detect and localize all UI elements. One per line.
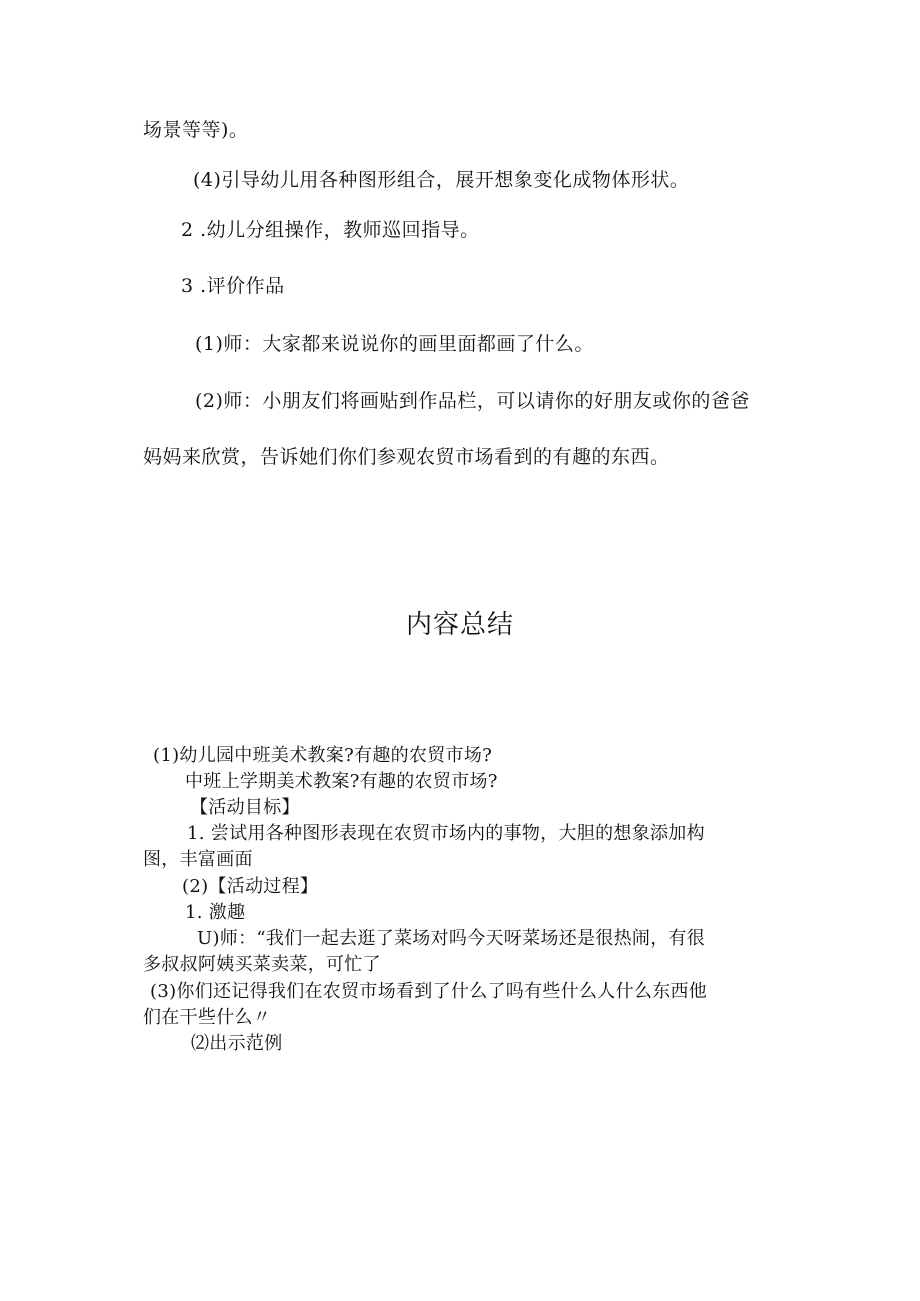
summary-line-8: U)师：“我们一起去逛了菜场对吗今天呀菜场还是很热闹，有很: [197, 928, 706, 949]
summary-line-4: 1. 尝试用各种图形表现在农贸市场内的事物，大胆的想象添加构: [187, 823, 705, 844]
summary-line-1: (1)幼儿园中班美术教案?有趣的农贸市场?: [153, 745, 493, 766]
paragraph-group-operation: 2 .幼儿分组操作，教师巡回指导。: [181, 219, 480, 241]
paragraph-teacher-2-line2: 妈妈来欣赏，告诉她们你们参观农贸市场看到的有趣的东西。: [143, 446, 670, 468]
summary-line-11: 们在干些什么〃: [143, 1007, 272, 1028]
paragraph-teacher-1: (1)师：大家都来说说你的画里面都画了什么。: [195, 333, 594, 355]
summary-line-3: 【活动目标】: [190, 797, 300, 818]
summary-line-10: (3)你们还记得我们在农贸市场看到了什么了吗有些什么人什么东西他: [150, 981, 708, 1002]
paragraph-evaluate-works: 3 .评价作品: [181, 275, 285, 297]
summary-line-12: ⑵出示范例: [191, 1033, 283, 1054]
paragraph-scene-end: 场景等等)。: [143, 119, 249, 141]
summary-line-7: 1. 激趣: [185, 902, 246, 923]
summary-line-6: (2)【活动过程】: [182, 876, 319, 897]
summary-line-2: 中班上学期美术教案?有趣的农贸市场?: [185, 771, 498, 792]
summary-title: 内容总结: [405, 610, 514, 640]
summary-line-5: 图，丰富画面: [143, 849, 253, 870]
paragraph-teacher-2-line1: (2)师：小朋友们将画贴到作品栏，可以请你的好朋友或你的爸爸: [195, 390, 750, 412]
paragraph-step-4: (4)引导幼儿用各种图形组合，展开想象变化成物体形状。: [193, 169, 690, 191]
summary-line-9: 多叔叔阿姨买菜卖菜，可忙了: [143, 954, 381, 975]
